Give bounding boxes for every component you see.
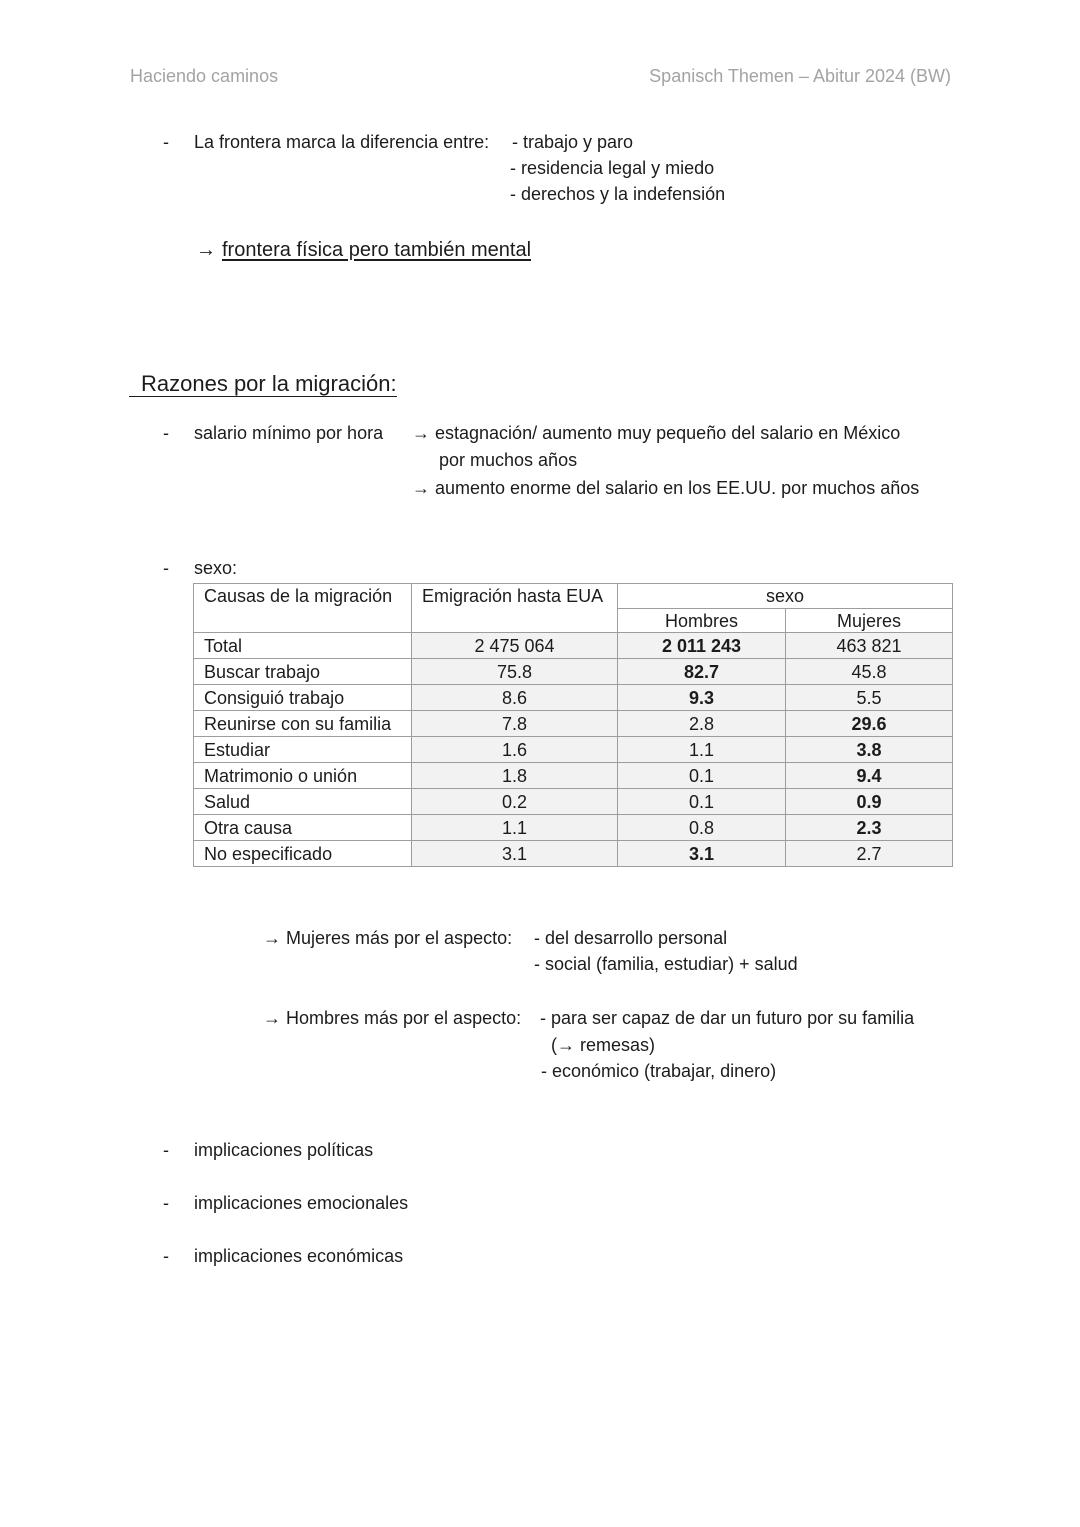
cell-emigracion: 75.8 [412,659,618,685]
table-row [194,815,953,841]
cell-hombres: 1.1 [618,737,786,763]
note-hombres-item: (→ remesas) [551,1035,656,1055]
migration-table [193,583,953,867]
cell-emigracion: 7.8 [412,711,618,737]
note-mujeres-item: - social (familia, estudiar) + salud [534,954,798,974]
arrow-icon: → [196,239,216,261]
cell-emigracion: 1.6 [412,737,618,763]
cell-hombres: 82.7 [618,659,786,685]
frontera-intro: La frontera marca la diferencia entre: [194,132,490,152]
bullet: - [163,132,169,152]
header-mujeres: Mujeres [786,609,953,633]
sexo-label: sexo: [194,558,238,578]
note-mujeres-label: → Mujeres más por el aspecto: [263,928,513,948]
table-row [194,789,953,815]
cell-mujeres: 3.8 [786,737,953,763]
header-hombres: Hombres [618,609,786,633]
table-row [194,737,953,763]
salario-line: → aumento enorme del salario en los EE.UU. por muchos años [412,478,920,498]
table-row [194,633,953,659]
bullet: - [163,1140,169,1160]
cell-causa: No especificado [194,841,412,867]
bullet: - [163,1246,169,1266]
cell-hombres: 0.8 [618,815,786,841]
cell-emigracion: 3.1 [412,841,618,867]
cell-causa: Matrimonio o unión [194,763,412,789]
salario-line: → estagnación/ aumento muy pequeño del salario en México [412,423,901,443]
implicaciones-item: implicaciones emocionales [194,1193,409,1213]
cell-causa: Otra causa [194,815,412,841]
table-row [194,711,953,737]
table-header-row [194,584,953,609]
table-row [194,841,953,867]
cell-hombres: 9.3 [618,685,786,711]
cell-causa: Total [194,633,412,659]
note-hombres-item: - para ser capaz de dar un futuro por su familia [540,1008,915,1028]
cell-emigracion: 1.8 [412,763,618,789]
header-left: Haciendo caminos [130,66,279,86]
note-hombres-item: - económico (trabajar, dinero) [541,1061,777,1081]
section-heading: Razones por la migración: [129,372,397,397]
frontera-item: - residencia legal y miedo [510,158,715,178]
cell-causa: Reunirse con su familia [194,711,412,737]
salario-label: salario mínimo por hora [194,423,384,443]
header-right: Spanisch Themen – Abitur 2024 (BW) [649,66,951,86]
cell-hombres: 2 011 243 [618,633,786,659]
cell-causa: Salud [194,789,412,815]
header-emigracion: Emigración hasta EUA [412,584,618,633]
note-mujeres-item: - del desarrollo personal [534,928,728,948]
cell-mujeres: 2.3 [786,815,953,841]
note-hombres-label: → Hombres más por el aspecto: [263,1008,522,1028]
cell-mujeres: 2.7 [786,841,953,867]
cell-hombres: 3.1 [618,841,786,867]
cell-emigracion: 1.1 [412,815,618,841]
bullet: - [163,423,169,443]
header-sexo: sexo [618,584,953,609]
frontera-conclusion [196,238,531,262]
cell-mujeres: 0.9 [786,789,953,815]
cell-mujeres: 9.4 [786,763,953,789]
table-row [194,763,953,789]
cell-emigracion: 8.6 [412,685,618,711]
frontera-item: - trabajo y paro [512,132,634,152]
cell-causa: Consiguió trabajo [194,685,412,711]
cell-emigracion: 2 475 064 [412,633,618,659]
cell-hombres: 0.1 [618,789,786,815]
cell-emigracion: 0.2 [412,789,618,815]
cell-hombres: 0.1 [618,763,786,789]
implicaciones-item: implicaciones políticas [194,1140,374,1160]
cell-mujeres: 5.5 [786,685,953,711]
cell-hombres: 2.8 [618,711,786,737]
frontera-item: - derechos y la indefensión [510,184,726,204]
implicaciones-item: implicaciones económicas [194,1246,404,1266]
bullet: - [163,1193,169,1213]
table-row [194,685,953,711]
cell-causa: Estudiar [194,737,412,763]
cell-mujeres: 463 821 [786,633,953,659]
conclusion-text: frontera física pero también mental [222,239,532,261]
cell-causa: Buscar trabajo [194,659,412,685]
salario-line: por muchos años [439,450,578,470]
cell-mujeres: 29.6 [786,711,953,737]
header-causas: Causas de la migración [194,584,412,633]
bullet: - [163,558,169,578]
table-body [194,633,953,867]
table-row [194,659,953,685]
cell-mujeres: 45.8 [786,659,953,685]
